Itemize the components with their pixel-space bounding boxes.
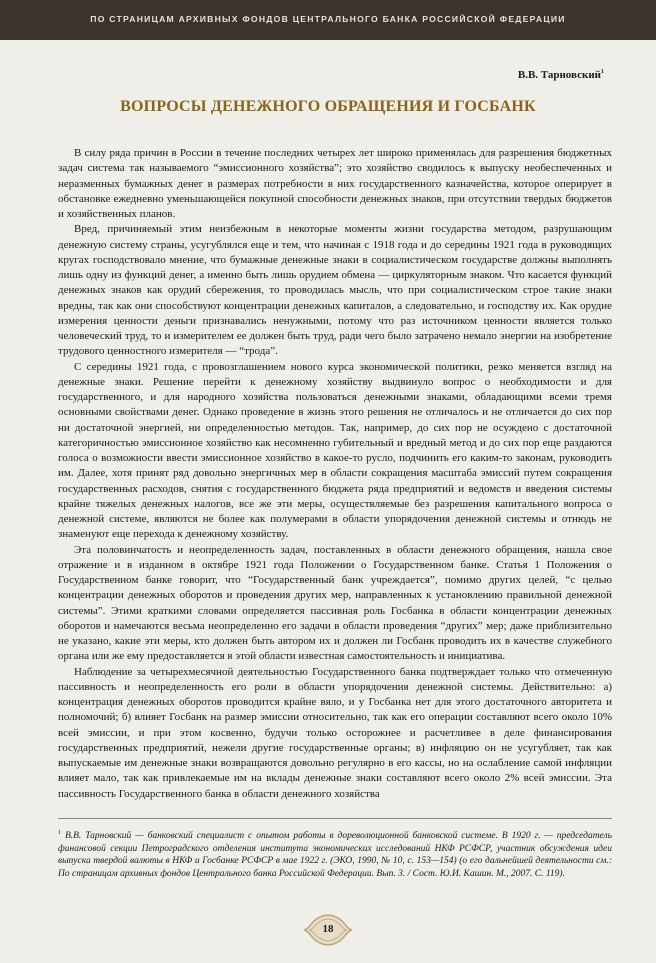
paragraph: Наблюдение за четырехмесячной деятельностью Государственного банка подтверждает только что отмеченную пассивность и неопределенность его роли в области упорядочения денежной системы. Действительно: а) концентрация денежных оборотов проводится крайне вяло, и у Госбанка нет для этого достаточного авторитета и полномочий; б) влияет Госбанк на размер эмиссии относительно, так как его операции составляют всего около 10% всей эмиссии, и при этом косвенно, будучи только осторожнее и расчетливее в деле финансирования государственных предприятий, нежели другие государственные органы; в) инфляцию он не усугубляет, так как выпускаемые им денежные знаки возвращаются довольно регулярно в его кассы, но на ослабление самой инфляции влияет мало, так как привлекаемые им на вклады денежные знаки составляют всего около 2% всей эмиссии. Эта пассивность Государственного банка в области денежного хозяйства: [58, 665, 612, 800]
footnote: [58, 827, 612, 880]
author-name: В.В. Тарновский: [517, 69, 601, 81]
footnote-mark: 1: [58, 830, 61, 836]
footnote-divider: [58, 818, 612, 819]
article-body: [58, 146, 612, 802]
article-title: ВОПРОСЫ ДЕНЕЖНОГО ОБРАЩЕНИЯ И ГОСБАНК: [120, 98, 536, 115]
article-author: [518, 69, 604, 81]
author-footnote-mark: 1: [601, 69, 604, 75]
paragraph: Эта половинчатость и неопределенность задач, поставленных в области денежного обращения, нашла свое отражение и в изданном в октябре 1921 года Положении о Государственном банке. Статья 1 Положения о Государственном банке говорит, что “Государственный банк учреждается”, помимо других целей, “с целью концентрации денежных оборотов и проведения других мер, направленных к установлению правильной денежной системы”. Этими краткими словами определяется пассивная роль Госбанка в области концентрации денежных оборотов и намечаются весьма неопределенно его задачи в области проведения “других” мер; даже приблизительно не указано, какие эти меры, кто должен быть автором их и должен ли Госбанк проводить их в качестве служебного органа или же ему предоставляется в этой области известная самостоятельность и инициатива.: [58, 543, 612, 663]
footnote-text: В.В. Тарновский — банковский специалист с опытом работы в дореволюционной банковской системе. В 1920 г. — председатель финансовой секции Петроградского отделения института экономических исследований НКФ РСФСР, участник обсуждения идеи выпуска твердой валюты в НКФ и Госбанке РСФСР в мае 1922 г. (ЭКО, 1990, № 10, с. 153—154) (о его дальнейшей деятельности см.: По страницам архивных фондов Центрального банка Российской Федерации. Вып. 3. / Сост. Ю.И. Кашин. М., 2007. С. 119).: [58, 831, 613, 879]
running-header-text: ПО СТРАНИЦАМ АРХИВНЫХ ФОНДОВ ЦЕНТРАЛЬНОГО БАНКА РОССИЙСКОЙ ФЕДЕРАЦИИ: [90, 14, 566, 24]
paragraph: Вред, причиняемый этим неизбежным в некоторые моменты жизни государства методом, разрушающим денежную систему страны, усугублялся еще и тем, что начиная с 1918 года и до середины 1921 года в руководящих кругах господствовало мнение, что бумажные денежные знаки в социалистическом государстве должны выполнять лишь одну из функций денег, а именно быть лишь орудием обмена — циркуляторным знаком. Что касается функций денежных знаков как орудий сбережения, то проводилась мысль, что при социалистическом строе такие знаки вредны, так как они способствуют концентрации денежных капиталов, а следовательно, и господству их. Как орудие измерения ценности деньги признавались ненужными, потому что раз источником ценности является только человеческий труд, то и измерителем ее должен быть труд, ради чего было затрачено немало энергии на изобретение трудового ценностного измерителя — “трода”.: [58, 223, 612, 358]
paragraph: В силу ряда причин в России в течение последних четырех лет широко применялась для разрешения бюджетных задач система так называемого “эмиссионного хозяйства”; это хозяйство сводилось к выпуску необеспеченных и неразменных бумажных денег в размерах потребности в них государственного казначейства, которое оперирует в обстановке ежедневно уменьшающейся покупной способности денежных знаков, при отсутствии твердых бюджетов и хозяйственных планов.: [58, 147, 612, 220]
paragraph: С середины 1921 года, с провозглашением нового курса экономической политики, резко меняется взгляд на денежные знаки. Решение перейти к денежному хозяйству выдвинуло вопрос о необходимости и для государственного, и для народного хозяйства пользоваться денежными знаками, обладающими всеми тремя основными свойствами денег. Однако проведение в жизнь этого решения не отличалось и не отличается до сих пор ни достаточной энергией, ни определенностью методов. Так, например, до сих пор не осуждено с достаточной категоричностью эмиссионное хозяйство как несомненно губительный и вредный метод и до сих пор еще раздаются голоса о возможности ввести эмиссионное хозяйство в какое-то русло, подчинить его каким-то законам, руководить им. Далее, хотя принят ряд довольно энергичных мер в области сокращения масштаба эмиссий путем сокращения государственных расходов, снятия с государственного бюджета ряда предприятий и ведомств и введения системы крайне тяжелых денежных налогов, все же эти меры, осуществляемые без разрешения капитального вопроса о денежной системе, являются не более как полумерами в области упорядочения денежной системы и отнюдь не знаменуют еще перехода к денежному хозяйству.: [58, 360, 612, 541]
page-number: 18: [322, 923, 334, 935]
running-header-bar: [0, 0, 656, 40]
